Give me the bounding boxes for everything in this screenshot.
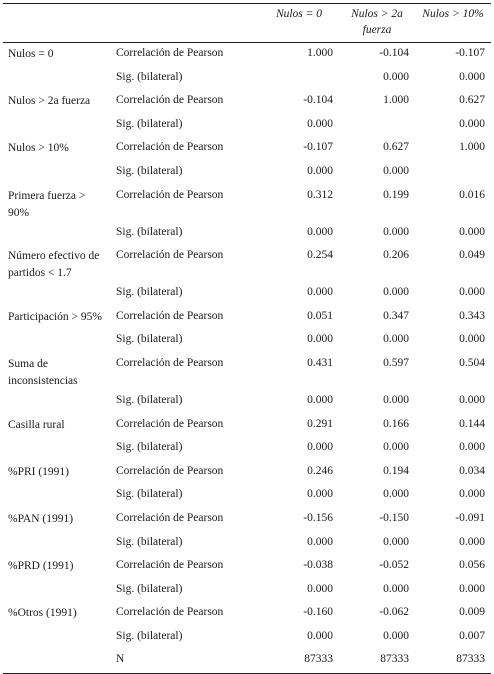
table-row	[3, 461, 491, 485]
table-row	[3, 222, 491, 246]
cell-value: 0.000	[307, 225, 333, 238]
cell-value: 0.000	[307, 535, 333, 548]
cell-value: 0.166	[383, 417, 409, 430]
table-row	[3, 329, 491, 353]
table-row	[3, 508, 491, 532]
row-statistic-label: Sig. (bilateral)	[116, 535, 183, 548]
row-variable-label	[3, 649, 111, 673]
cell-value	[339, 114, 415, 138]
cell-value: 87333	[259, 649, 339, 673]
row-variable-label: Participación > 95%	[8, 310, 102, 323]
row-variable-label	[3, 390, 111, 414]
cell-value: 0.000	[383, 286, 409, 299]
table-row	[3, 185, 491, 222]
row-statistic-label: Sig. (bilateral)	[116, 164, 183, 177]
cell-value: 0.000	[307, 117, 333, 130]
header-row	[3, 4, 491, 43]
table-row	[3, 602, 491, 626]
cell-value: 0.000	[459, 582, 485, 595]
row-variable-label	[3, 579, 111, 603]
row-variable-label: Nulos > 10%	[8, 142, 69, 155]
row-variable-label	[3, 282, 111, 306]
cell-value: -0.052	[379, 559, 409, 572]
cell-value: 0.627	[459, 94, 485, 107]
cell-value: 0.000	[383, 488, 409, 501]
row-statistic-label: Correlación de Pearson	[116, 356, 224, 369]
cell-value	[415, 161, 491, 185]
cell-value: 0.343	[459, 309, 485, 322]
cell-value: 1.000	[383, 94, 409, 107]
cell-value: 0.000	[307, 488, 333, 501]
cell-value: 0.000	[383, 164, 409, 177]
table-row	[3, 579, 491, 603]
table-row	[3, 306, 491, 330]
table-row	[3, 390, 491, 414]
table-row	[3, 67, 491, 91]
cell-value: 0.034	[459, 464, 485, 477]
cell-value: 0.246	[307, 464, 333, 477]
cell-value: 0.000	[307, 286, 333, 299]
table-row	[3, 484, 491, 508]
row-statistic-label: Correlación de Pearson	[116, 606, 224, 619]
row-variable-label: Nulos = 0	[8, 48, 54, 60]
cell-value: -0.038	[303, 559, 333, 572]
row-variable-label	[3, 114, 111, 138]
cell-value: 0.000	[459, 488, 485, 501]
cell-value: 0.007	[459, 629, 485, 642]
table-body	[3, 43, 491, 674]
row-statistic-label: Correlación de Pearson	[116, 188, 224, 201]
cell-value: -0.091	[455, 511, 485, 524]
header-blank-variable	[3, 4, 111, 43]
cell-value: 0.347	[383, 309, 409, 322]
cell-value: 0.000	[383, 70, 409, 83]
row-variable-label	[3, 484, 111, 508]
cell-value: 0.016	[459, 188, 485, 201]
cell-value: 0.199	[383, 188, 409, 201]
column-header-nulos-cero: Nulos = 0	[259, 4, 339, 43]
cell-value: 0.194	[383, 464, 409, 477]
cell-value: 0.000	[459, 117, 485, 130]
row-variable-label: Suma de inconsistencias	[8, 357, 78, 387]
cell-value: -0.062	[379, 606, 409, 619]
cell-value: 0.000	[459, 225, 485, 238]
table-row	[3, 137, 491, 161]
cell-value: 0.597	[383, 356, 409, 369]
table-row	[3, 90, 491, 114]
cell-value: 0.051	[307, 309, 333, 322]
cell-value: 1.000	[307, 47, 333, 59]
cell-value: 0.000	[383, 441, 409, 454]
cell-value	[259, 67, 339, 91]
row-variable-label	[3, 437, 111, 461]
cell-value: -0.107	[455, 47, 485, 59]
table-row	[3, 353, 491, 390]
row-statistic-label: Correlación de Pearson	[116, 559, 224, 572]
row-statistic-label: Sig. (bilateral)	[116, 582, 183, 595]
table-row	[3, 649, 491, 673]
row-statistic-label: Sig. (bilateral)	[116, 488, 183, 501]
row-statistic-label: Correlación de Pearson	[116, 464, 224, 477]
row-variable-label: %Otros (1991)	[8, 607, 77, 620]
table-row	[3, 626, 491, 650]
table-row	[3, 555, 491, 579]
cell-value: 1.000	[459, 141, 485, 154]
cell-value: 0.000	[307, 164, 333, 177]
table-row	[3, 245, 491, 282]
row-variable-label: Casilla rural	[8, 418, 65, 431]
row-variable-label: Número efectivo de partidos < 1.7	[8, 250, 100, 280]
cell-value: 0.000	[459, 333, 485, 346]
row-statistic-label: Sig. (bilateral)	[116, 629, 183, 642]
cell-value: 0.056	[459, 559, 485, 572]
row-variable-label: %PRD (1991)	[8, 560, 74, 573]
cell-value: 0.291	[307, 417, 333, 430]
cell-value: 0.000	[383, 393, 409, 406]
cell-value: 0.000	[459, 70, 485, 83]
table-row	[3, 43, 491, 67]
cell-value: 0.049	[459, 249, 485, 262]
cell-value: 0.000	[307, 629, 333, 642]
row-statistic-label: Correlación de Pearson	[116, 47, 224, 59]
row-statistic-label: Correlación de Pearson	[116, 94, 224, 107]
cell-value: 0.504	[459, 356, 485, 369]
cell-value: 0.000	[459, 441, 485, 454]
row-statistic-label: Correlación de Pearson	[116, 511, 224, 524]
cell-value: 0.206	[383, 249, 409, 262]
row-variable-label	[3, 626, 111, 650]
row-variable-label: %PRI (1991)	[8, 465, 70, 478]
table-row	[3, 161, 491, 185]
cell-value: 0.000	[383, 582, 409, 595]
table-row	[3, 414, 491, 438]
row-variable-label: Nulos > 2a fuerza	[8, 95, 91, 108]
cell-value: 0.000	[307, 393, 333, 406]
row-statistic-label: Sig. (bilateral)	[116, 286, 183, 299]
row-statistic-label: Sig. (bilateral)	[116, 333, 183, 346]
row-statistic-label: N	[111, 649, 259, 673]
header-blank-statistic	[111, 4, 259, 43]
cell-value: 0.000	[383, 333, 409, 346]
cell-value: -0.104	[303, 94, 333, 107]
cell-value: 0.627	[383, 141, 409, 154]
cell-value: 0.254	[307, 249, 333, 262]
cell-value: -0.160	[303, 606, 333, 619]
row-statistic-label: Correlación de Pearson	[116, 249, 224, 262]
cell-value: -0.156	[303, 511, 333, 524]
cell-value: 0.000	[459, 393, 485, 406]
cell-value: -0.104	[379, 47, 409, 59]
cell-value: 87333	[339, 649, 415, 673]
cell-value: 0.000	[459, 286, 485, 299]
row-statistic-label: Sig. (bilateral)	[116, 70, 183, 83]
cell-value: 0.000	[307, 582, 333, 595]
cell-value: 0.312	[307, 188, 333, 201]
row-statistic-label: Sig. (bilateral)	[116, 441, 183, 454]
cell-value: 0.000	[307, 333, 333, 346]
row-statistic-label: Sig. (bilateral)	[116, 393, 183, 406]
cell-value: 0.009	[459, 606, 485, 619]
table-row	[3, 114, 491, 138]
row-variable-label	[3, 329, 111, 353]
row-variable-label: Primera fuerza > 90%	[8, 189, 86, 219]
row-variable-label	[3, 222, 111, 246]
row-variable-label: %PAN (1991)	[8, 512, 74, 525]
row-variable-label	[3, 67, 111, 91]
cell-value: -0.107	[303, 141, 333, 154]
cell-value: 0.000	[459, 535, 485, 548]
cell-value: 0.000	[383, 629, 409, 642]
row-statistic-label: Sig. (bilateral)	[116, 117, 183, 130]
cell-value: 87333	[415, 649, 491, 673]
table-row	[3, 282, 491, 306]
cell-value: -0.150	[379, 511, 409, 524]
row-variable-label	[3, 161, 111, 185]
table-row	[3, 437, 491, 461]
cell-value: 0.431	[307, 356, 333, 369]
cell-value: 0.000	[383, 535, 409, 548]
cell-value: 0.000	[307, 441, 333, 454]
row-statistic-label: Correlación de Pearson	[116, 141, 224, 154]
column-header-nulos-diez-por-ciento: Nulos > 10%	[415, 4, 491, 43]
row-statistic-label: Correlación de Pearson	[116, 309, 224, 322]
row-statistic-label: Correlación de Pearson	[116, 417, 224, 430]
cell-value: 0.000	[383, 225, 409, 238]
row-statistic-label: Sig. (bilateral)	[116, 225, 183, 238]
correlation-table	[3, 3, 491, 674]
cell-value: 0.144	[459, 417, 485, 430]
column-header-nulos-segunda-fuerza: Nulos > 2a fuerza	[339, 4, 415, 43]
